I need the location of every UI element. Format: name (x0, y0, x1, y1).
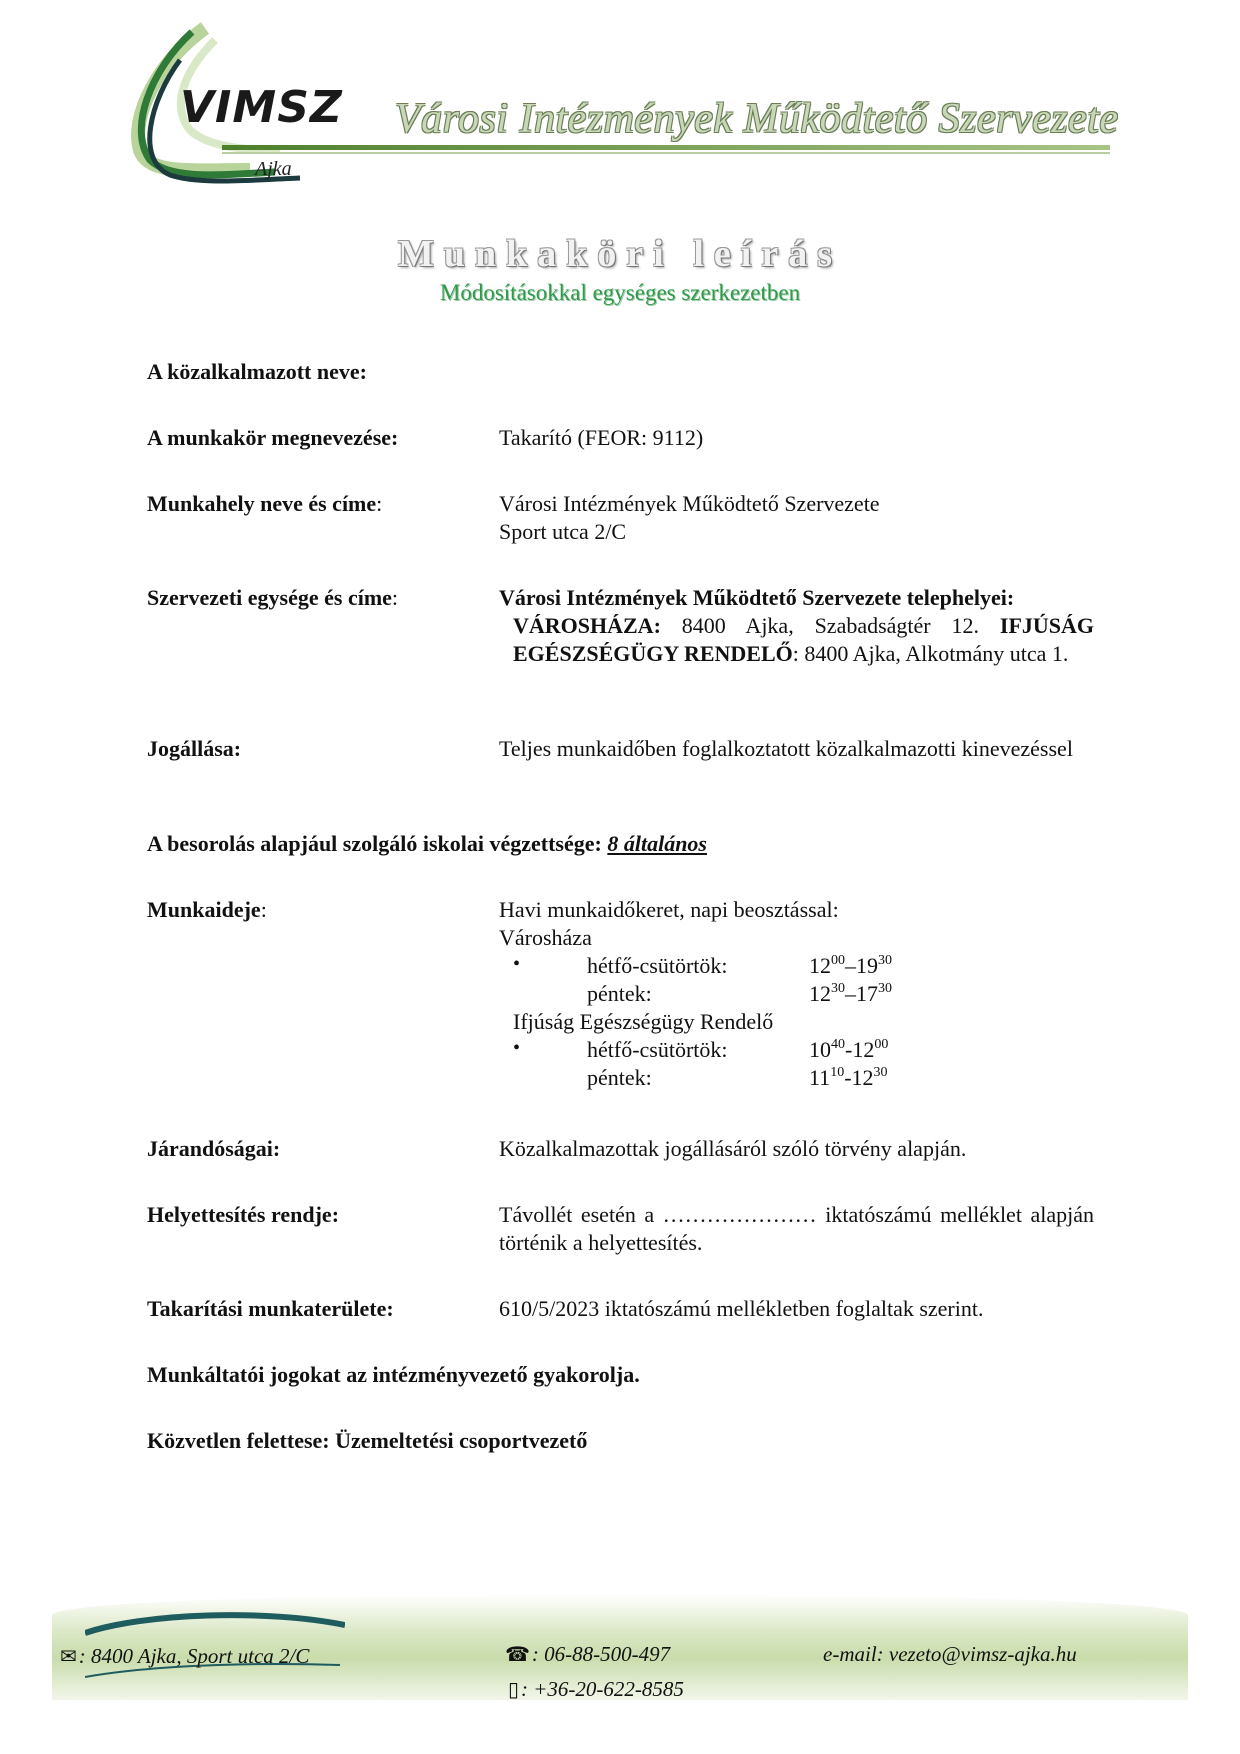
header-rule (222, 145, 1110, 150)
unit-site2-address: : 8400 Ajka, Alkotmány utca 1. (792, 641, 1069, 666)
time-hour: 12 (851, 1065, 874, 1090)
schedule-time (809, 980, 892, 1008)
unit-site2-name: IFJÚSÁG EGÉSZSÉGÜGY RENDELŐ (513, 613, 1095, 666)
substitution-label: Helyettesítés rendje: (147, 1202, 340, 1227)
legal-status-value: Teljes munkaidőben foglalkoztatott közalkalmazotti kinevezéssel (499, 736, 1073, 761)
bullet: • (513, 1037, 521, 1059)
schedule-row (499, 1036, 1094, 1064)
footer-phone-text: : 06-88-500-497 (531, 1642, 671, 1666)
benefits-label: Járandóságai: (147, 1136, 281, 1161)
working-time-label-text: Munkaideje (147, 897, 261, 922)
cleaning-area-label: Takarítási munkaterülete: (147, 1296, 394, 1321)
vimsz-logo (130, 20, 343, 195)
time-hour: 12 (809, 981, 831, 1006)
unit-sites (499, 612, 1094, 668)
time-minute: 30 (873, 1065, 888, 1080)
site1-name: Városháza (499, 925, 592, 950)
cleaning-area-value: 610/5/2023 iktatószámú mellékletben foglaltak szerint. (499, 1296, 984, 1321)
workplace-label-text: Munkahely neve és címe (147, 491, 377, 516)
schedule-day: hétfő-csütörtök: (587, 953, 728, 978)
education-label (147, 830, 707, 858)
workplace-label (147, 490, 382, 518)
unit-label-colon: : (391, 585, 399, 610)
site2-name: Ifjúság Egészségügy Rendelő (513, 1009, 774, 1034)
job-title-label: A munkakör megnevezése: (147, 425, 399, 450)
mobile-phone-icon: ▯ (508, 1677, 520, 1701)
footer-mobile-text: : +36-20-622-8585 (521, 1677, 684, 1701)
schedule-day: péntek: (587, 1065, 652, 1090)
document-subtitle: Módosításokkal egységes szerkezetben (439, 280, 801, 305)
footer-phone (505, 1642, 670, 1667)
time-minute: 30 (878, 953, 892, 968)
education-label-text: A besorolás alapjául szolgáló iskolai végzettsége: (147, 831, 602, 856)
supervisor-text: Közvetlen felettese: Üzemeltetési csoportvezető (147, 1428, 588, 1453)
schedule-day: péntek: (587, 981, 652, 1006)
education-value: 8 általános (607, 831, 707, 856)
unit-label (147, 584, 398, 612)
organization-name: Városi Intézmények Működtető Szervezete (395, 96, 1119, 142)
time-hour: 12 (852, 1037, 875, 1062)
substitution-value: Távollét esetén a ………………… iktatószámú melléklet alapján történik a helyettesítés. (499, 1202, 1094, 1255)
working-time-label-colon: : (260, 897, 267, 922)
schedule-time (809, 1064, 888, 1092)
document-title: Munkaköri leírás (398, 233, 842, 275)
schedule-row (499, 1064, 1094, 1092)
time-hour: 17 (856, 981, 878, 1006)
time-hour: 10 (809, 1037, 831, 1062)
logo-city: Ajka (255, 158, 292, 180)
time-minute: 40 (831, 1037, 845, 1052)
time-separator: – (845, 981, 856, 1006)
time-hour: 11 (809, 1065, 831, 1090)
legal-status-label: Jogállása: (147, 736, 242, 761)
workplace-address: Sport utca 2/C (499, 519, 627, 544)
working-time-intro: Havi munkaidőkeret, napi beosztással: (499, 897, 839, 922)
time-hour: 19 (856, 953, 878, 978)
telephone-icon: ☎ (505, 1642, 530, 1666)
schedule-time (809, 952, 892, 980)
workplace-name: Városi Intézmények Működtető Szervezete (499, 491, 880, 516)
unit-label-text: Szervezeti egysége és címe (147, 585, 392, 610)
bullet: • (513, 953, 521, 975)
footer-mobile (508, 1677, 684, 1702)
logo-text: VIMSZ (180, 82, 343, 133)
time-minute: 10 (830, 1065, 845, 1080)
unit-heading: Városi Intézmények Működtető Szervezete telephelyei: (499, 585, 1015, 610)
time-hour: 12 (809, 953, 831, 978)
job-title-value: Takarító (FEOR: 9112) (499, 425, 704, 450)
schedule-row (499, 952, 1094, 980)
benefits-value: Közalkalmazottak jogállásáról szóló törvény alapján. (499, 1136, 967, 1161)
time-separator: – (845, 953, 856, 978)
working-time-value (499, 896, 1094, 1092)
unit-site1-name: VÁROSHÁZA: (513, 613, 661, 638)
header-rule-thin (222, 152, 1110, 154)
time-minute: 30 (831, 981, 845, 996)
employee-name-label: A közalkalmazott neve: (147, 359, 367, 384)
time-separator: - (845, 1037, 853, 1062)
schedule-row (499, 980, 1094, 1008)
schedule-time (809, 1036, 888, 1064)
time-minute: 30 (878, 981, 892, 996)
time-minute: 00 (831, 953, 845, 968)
time-minute: 00 (874, 1037, 889, 1052)
footer-email: e-mail: vezeto@vimsz-ajka.hu (823, 1642, 1077, 1666)
envelope-icon: ✉ (60, 1644, 77, 1668)
schedule-day: hétfő-csütörtök: (587, 1037, 728, 1062)
time-separator: - (844, 1065, 852, 1090)
workplace-label-colon: : (376, 491, 383, 516)
unit-site1-address: 8400 Ajka, Szabadságtér 12. (660, 613, 980, 638)
footer-address-text: : 8400 Ajka, Sport utca 2/C (78, 1644, 310, 1668)
workplace-value (499, 490, 1094, 546)
working-time-label (147, 896, 267, 924)
footer-address (60, 1644, 309, 1669)
employer-rights-text: Munkáltatói jogokat az intézményvezető gyakorolja. (147, 1362, 640, 1387)
unit-value (499, 584, 1094, 668)
